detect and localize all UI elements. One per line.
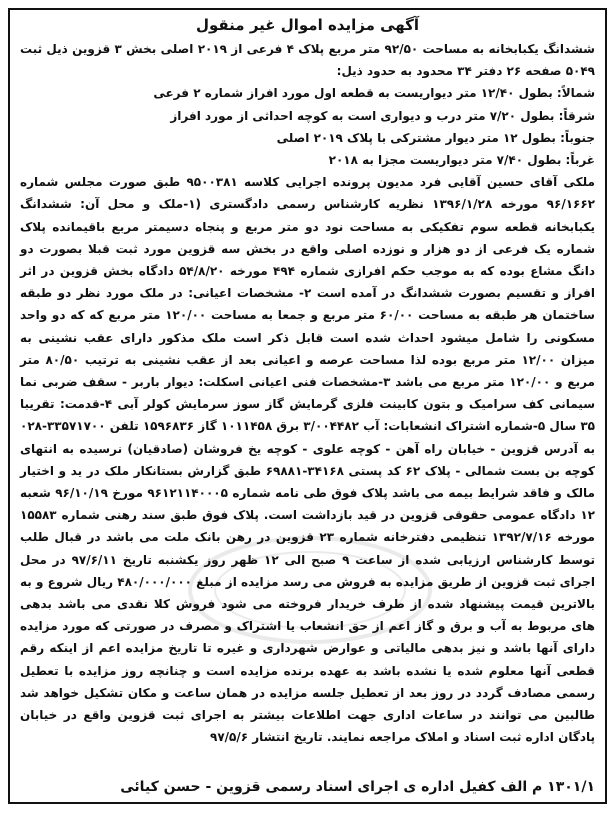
property-intro: ششدانگ یکبابخانه به مساحت ۹۲/۵۰ متر مربع پلاک ۴ فرعی از ۲۰۱۹ اصلی بخش ۳ قزوین ذیل ثبت ۵۰۴۹ صفحه ۲۶ دفتر ۳۴ محدود به حدود ذیل: xyxy=(20,42,595,79)
auction-notice xyxy=(8,8,607,804)
property-details: ملکی آقای حسین آقایی فرد مدیون پرونده اجرایی کلاسه ۹۵۰۰۳۸۱ طبق صورت مجلس شماره ۹۶/۱۶۶۲ مورخه ۱۳۹۶/۱/۲۸ نظریه کارشناس رسمی دادگستری (۱-ملک و محل آن: ششدانگ یکبابخانه قطعه سوم تفکیکی به مساحت نود دو متر مربع و پنجاه دسیمتر مربع باقیمانده پلاک شماره یک فرعی از دو هزار و نوزده اصلی واقع در بخش سه قزوین مورد ثبت قبلا بصورت دو دانگ مشاع بوده که به موجب حکم افرازی شماره ۴۹۴ مورخه ۵۴/۸/۲۰ دادگاه بخش قزوین در اثر افراز و تقسیم بصورت ششدانگ در آمده است ۲- مشخصات اعیانی: در ملک مورد نظر دو طبقه ساختمان هر طبقه به مساحت ۶۰/۰۰ متر مربع و جمعا به مساحت ۱۲۰/۰۰ متر مربع که که دو واحد مسکونی را شامل میشود احداث شده است قابل ذکر است ملک مذکور دارای عقب نشینی به میزان ۱۲/۰۰ متر مربع بوده لذا مساحت عرصه و اعیانی بعد از عقب نشینی به ترتیب ۸۰/۵۰ متر مربع و ۱۲۰/۰۰ متر مربع می باشد ۳-مشخصات فنی اعیانی اسکلت: دیوار باربر - سقف ضربی نما سیمانی کف سرامیک و بتون کابینت فلزی گرمایش گاز سوز سرمایش کولر آبی ۴-قدمت: تقریبا ۳۵ سال ۵-شماره اشتراک انشعابات: آب ۳/۰۰۴۴۸۲ برق ۱۰۱۱۴۵۸ گاز ۱۵۹۶۸۳۶ تلفن ۳۳۵۷۱۷۰۰-۰۲۸ به آدرس قزوین - خیابان راه آهن - کوچه علوی - کوچه یخ فروشان (صادقیان) نرسیده به انتهای کوچه بن بست شمالی - پلاک ۶۲ کد پستی ۳۴۱۶۸-۶۹۸۸۱ طبق گزارش بستانکار ملک در ید و اختیار مالک و فاقد شرایط بیمه می باشد پلاک فوق طی نامه شماره ۹۶۱۲۱۱۴۰۰۰۵ مورخ ۹۶/۱۰/۱۹ شعبه ۱۲ دادگاه عمومی حقوقی قزوین در قید بازداشت است. پلاک فوق طبق سند رهنی شماره ۱۵۵۸۳ مورخه ۱۳۹۲/۷/۱۶ تنظیمی دفترخانه شماره ۲۳ قزوین در رهن بانک ملت می باشد در قبال طلب توسط کارشناس ارزیابی شده از ساعت ۹ صبح الی ۱۲ ظهر روز یکشنبه تاریخ ۹۷/۶/۱۱ در محل اجرای ثبت قزوین از طریق مزایده به فروش می رسد مزایده از مبلغ ۴۸۰/۰۰۰/۰۰۰ ریال شروع و به بالاترین قیمت پیشنهاد شده از طرف خریدار فروخته می شود فروش کلا نقدی می باشد بدهی های مربوط به آب و برق و گاز اعم از حق انشعاب یا اشتراک و مصرف در صورتی که مورد مزایده دارای آنها باشد و نیز بدهی مالیاتی و عوارض شهرداری و غیره تا تاریخ مزایده اعم از اینکه رقم قطعی آنها معلوم شده یا نشده باشد به عهده برنده مزایده است و چنانچه روز مزایده با تعطیل رسمی مصادف گردد در روز بعد از تعطیل جلسه مزایده در همان ساعت و مکان تشکیل خواهد شد طالبین می توانند در ساعات اداری جهت اطلاعات بیشتر به اجرای ثبت قزوین واقع در خیابان پادگان اداره ثبت اسناد و املاک مراجعه نمایند. تاریخ انتشار ۹۷/۵/۶ xyxy=(20,175,596,745)
boundary-east: شرقاً: بطول ۷/۲۰ متر درب و دیواری است به کوچه احداثی از مورد افراز xyxy=(170,108,595,123)
boundary-west: غرباً: بطول ۷/۴۰ متر دیواریست مجزا به ۲۰۱۸ xyxy=(328,153,595,168)
notice-signature: ۱۳۰۱/۱ م الف کفیل اداره ی اجرای اسناد رسمی قزوین - حسن کیائی xyxy=(120,779,595,795)
boundary-north: شمالاً: بطول ۱۲/۴۰ متر دیواریست به قطعه اول مورد افراز شماره ۲ فرعی xyxy=(153,86,595,101)
notice-title: آگهی مزایده اموال غیر منقول xyxy=(195,16,420,34)
boundary-south: جنوباً: بطول ۱۲ متر دیوار مشترکی با پلاک ۲۰۱۹ اصلی xyxy=(276,130,595,145)
notice-body xyxy=(20,38,595,749)
